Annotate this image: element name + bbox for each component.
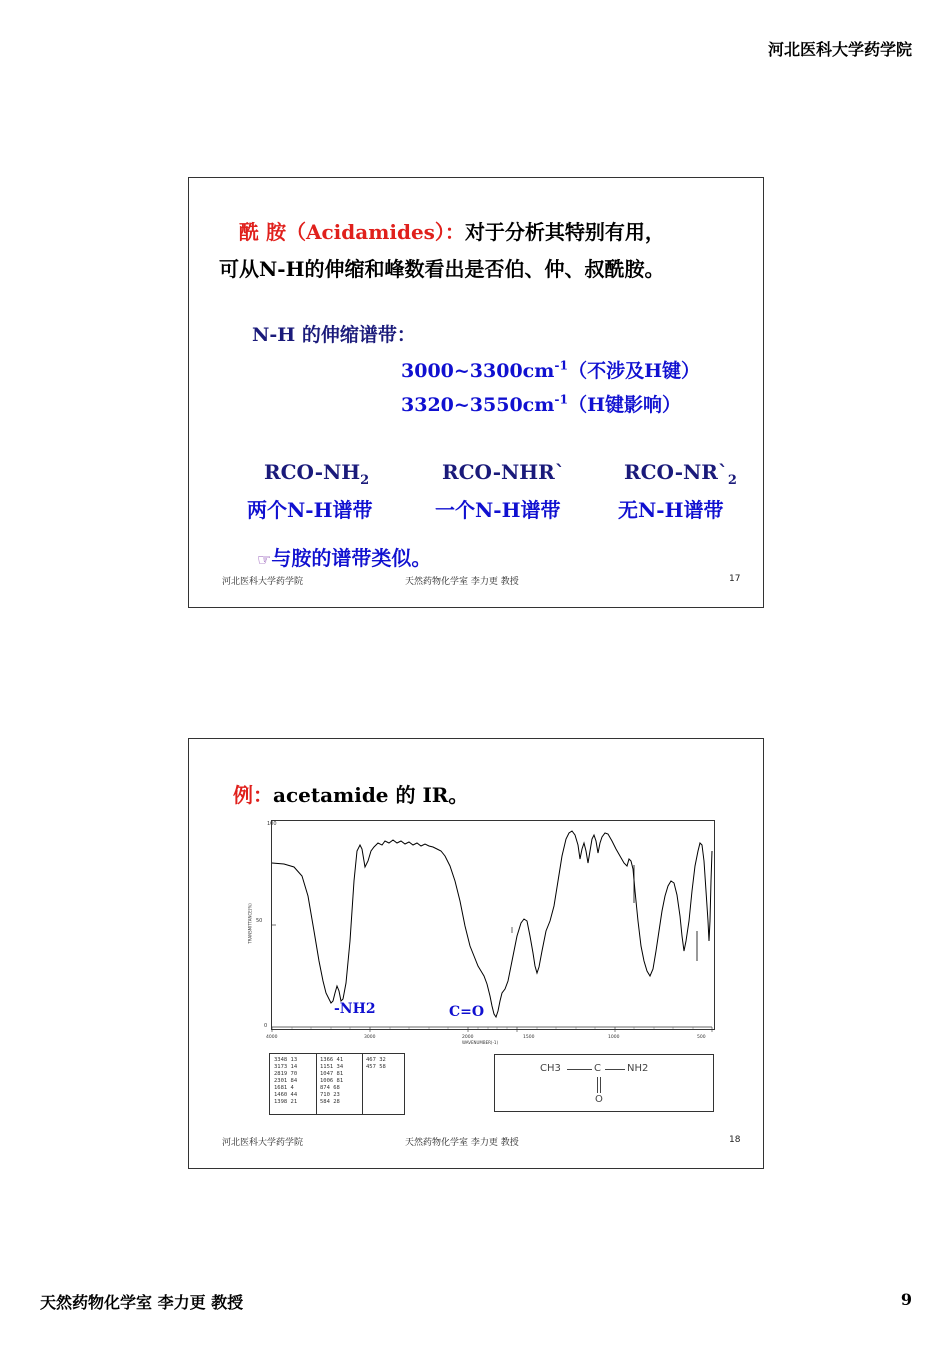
- slide1-foot-left: 河北医科大学药学院: [222, 577, 304, 587]
- slide2-title: [233, 779, 468, 808]
- range2-sup: -1: [554, 391, 569, 407]
- x-tick-1500: 1500: [523, 1035, 535, 1040]
- peak-col-2: 1366 41 1151 34 1047 81 1006 81 874 68 710 23 584 28: [320, 1057, 344, 1105]
- nh2-annotation: -NH2: [334, 1001, 376, 1017]
- example-text: acetamide 的 IR。: [273, 783, 469, 807]
- range2-value: 3320~3550cm: [401, 394, 555, 416]
- slide2-foot-num: 18: [729, 1135, 741, 1145]
- range1-sup: -1: [554, 357, 569, 373]
- ir-spectrum-plot: [267, 821, 714, 1029]
- x-tick-3000: 3000: [364, 1035, 376, 1040]
- x-tick-1000: 1000: [608, 1035, 620, 1040]
- desc-primary: 两个N-H谱带: [247, 498, 373, 522]
- struct-c: C: [594, 1063, 601, 1074]
- range-2: [401, 390, 681, 417]
- example-label: 例：: [233, 783, 273, 807]
- formula-primary: [264, 460, 369, 488]
- x-axis-label: WAVENUMBER(-1): [462, 1040, 499, 1045]
- y-axis-label: TRANSMITTANCE(%): [247, 903, 253, 944]
- struct-ch3: CH3: [540, 1063, 561, 1074]
- page-footer-author: 天然药物化学室 李力更 教授: [40, 1293, 244, 1312]
- range1-note: （不涉及H键）: [568, 360, 701, 382]
- slide2-foot-left: 河北医科大学药学院: [222, 1138, 304, 1148]
- note-line: [257, 542, 431, 571]
- slide1-title: [239, 216, 665, 245]
- formula3-main: RCO-NR`: [624, 460, 728, 484]
- formula1-sub: 2: [360, 473, 370, 488]
- x-tick-500: 500: [697, 1035, 706, 1040]
- slide1-foot-center: 天然药物化学室 李力更 教授: [405, 577, 519, 587]
- slide-18: [188, 738, 764, 1169]
- x-tick-4000: 4000: [266, 1035, 278, 1040]
- nh-heading: N-H 的伸缩谱带：: [252, 324, 416, 346]
- page-number: 9: [900, 1290, 912, 1309]
- y-tick-100: 100: [267, 821, 277, 827]
- struct-nh2: NH2: [627, 1063, 649, 1074]
- y-tick-50: 50: [256, 918, 263, 924]
- formula1-main: RCO-NH: [264, 460, 361, 484]
- note-text: 与胺的谱带类似。: [271, 546, 432, 570]
- page-header: 河北医科大学药学院: [767, 40, 912, 59]
- pointing-hand-icon: ☞: [257, 550, 272, 569]
- slide1-foot-num: 17: [729, 574, 741, 584]
- y-tick-0: 0: [264, 1023, 268, 1029]
- range2-note: （H键影响）: [568, 394, 682, 416]
- peak-col-3: 467 32 457 58: [366, 1057, 386, 1070]
- slide2-foot-center: 天然药物化学室 李力更 教授: [405, 1138, 519, 1148]
- co-annotation: C=O: [449, 1004, 485, 1020]
- slide1-line2: 可从N-H的伸缩和峰数看出是否伯、仲、叔酰胺。: [219, 257, 665, 281]
- formula-tertiary: [624, 460, 737, 488]
- x-tick-2000: 2000: [462, 1035, 474, 1040]
- spectrum-curve: [272, 831, 712, 1017]
- slide-17: [188, 177, 764, 608]
- acetamide-structure: [494, 1054, 714, 1112]
- formula-secondary: RCO-NHR`: [442, 460, 565, 484]
- range1-value: 3000~3300cm: [401, 360, 555, 382]
- peak-table: [269, 1053, 405, 1115]
- title-term: 酰 胺（Acidamides）：: [239, 220, 465, 244]
- range-1: [401, 356, 700, 383]
- struct-o: O: [595, 1094, 603, 1105]
- peak-col-1: 3348 13 3173 14 2819 70 2301 84 1681 4 1460 44 1398 21: [274, 1057, 298, 1105]
- desc-tertiary: 无N-H谱带: [618, 498, 724, 522]
- formula3-sub: 2: [727, 473, 737, 488]
- desc-secondary: 一个N-H谱带: [435, 498, 561, 522]
- ir-spectrum: [247, 820, 715, 1045]
- title-rest: 对于分析其特别有用，: [464, 220, 665, 244]
